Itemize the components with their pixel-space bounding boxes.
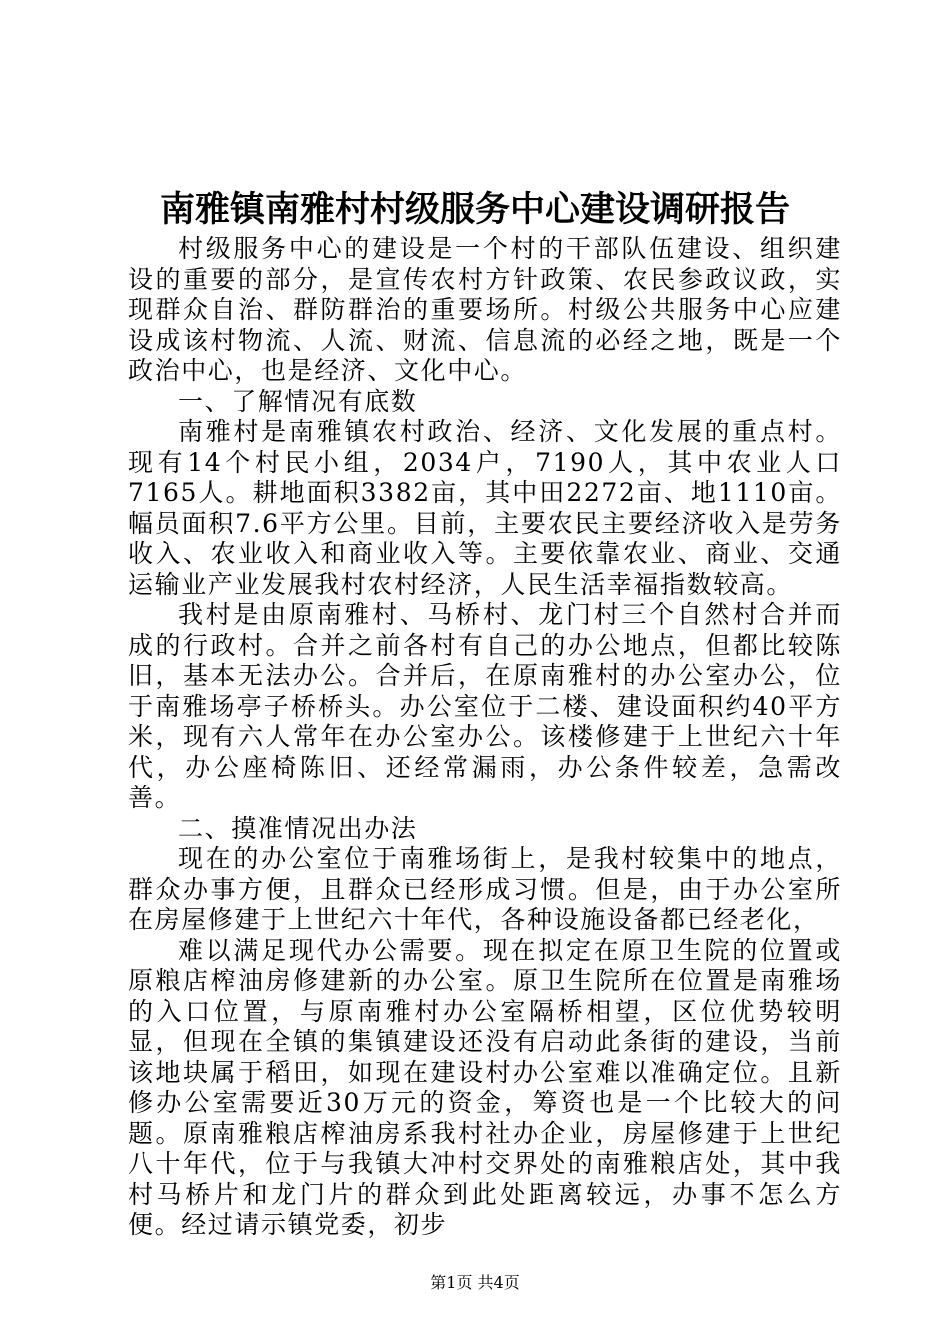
section-heading-1: 一、了解情况有底数 xyxy=(178,386,418,416)
paragraph-village-overview: 南雅村是南雅镇农村政治、经济、文化发展的重点村。现有14个村民小组，2034户，7190人，其中农业人口7165人。耕地面积3382亩，其中田2272亩、地1110亩。幅员面积7.6平方公里。目前，主要农民主要经济收入是劳务收入、农业收入和商业收入等。主要依靠农业、商业、交通运输业产业发展我村农村经济，人民生活幸福指数较高。 xyxy=(128,417,842,599)
document-title: 南雅镇南雅村村级服务中心建设调研报告 xyxy=(159,190,790,230)
paragraph-office-history: 我村是由原南雅村、马桥村、龙门村三个自然村合并而成的行政村。合并之前各村有自己的办公地点，但都比较陈旧，基本无法办公。合并后，在原南雅村的办公室办公，位于南雅场亭子桥桥头。办公室位于二楼、建设面积约40平方米，现有六人常年在办公室办公。该楼修建于上世纪六十年代，办公座椅陈旧、还经常漏雨，办公条件较差，急需改善。 xyxy=(128,600,842,812)
page-footer: 第1页 共4页 xyxy=(430,1273,520,1292)
paragraph-new-office-plan: 难以满足现代办公需要。现在拟定在原卫生院的位置或原粮店榨油房修建新的办公室。原卫生院所在位置是南雅场的入口位置，与原南雅村办公室隔桥相望，区位优势较明显，但现在全镇的集镇建设还没有启动此条街的建设，当前该地块属于稻田，如现在建设村办公室难以准确定位。且新修办公室需要近30万元的资金，筹资也是一个比较大的问题。原南雅粮店榨油房系我村社办企业，房屋修建于上世纪八十年代，位于与我镇大冲村交界处的南雅粮店处，其中我村马桥片和龙门片的群众到此处距离较远，办事不怎么方便。经过请示镇党委，初步 xyxy=(128,935,842,1239)
paragraph-intro: 村级服务中心的建设是一个村的干部队伍建设、组织建设的重要的部分，是宣传农村方针政策、农民参政议政，实现群众自治、群防群治的重要场所。村级公共服务中心应建设成该村物流、人流、财流、信息流的必经之地，既是一个政治中心，也是经济、文化中心。 xyxy=(128,234,842,385)
section-heading-2: 二、摸准情况出办法 xyxy=(178,813,418,843)
document-body xyxy=(128,234,842,1241)
paragraph-current-office: 现在的办公室位于南雅场街上，是我村较集中的地点，群众办事方便，且群众已经形成习惯。但是，由于办公室所在房屋修建于上世纪六十年代，各种设施设备都已经老化， xyxy=(128,844,842,934)
